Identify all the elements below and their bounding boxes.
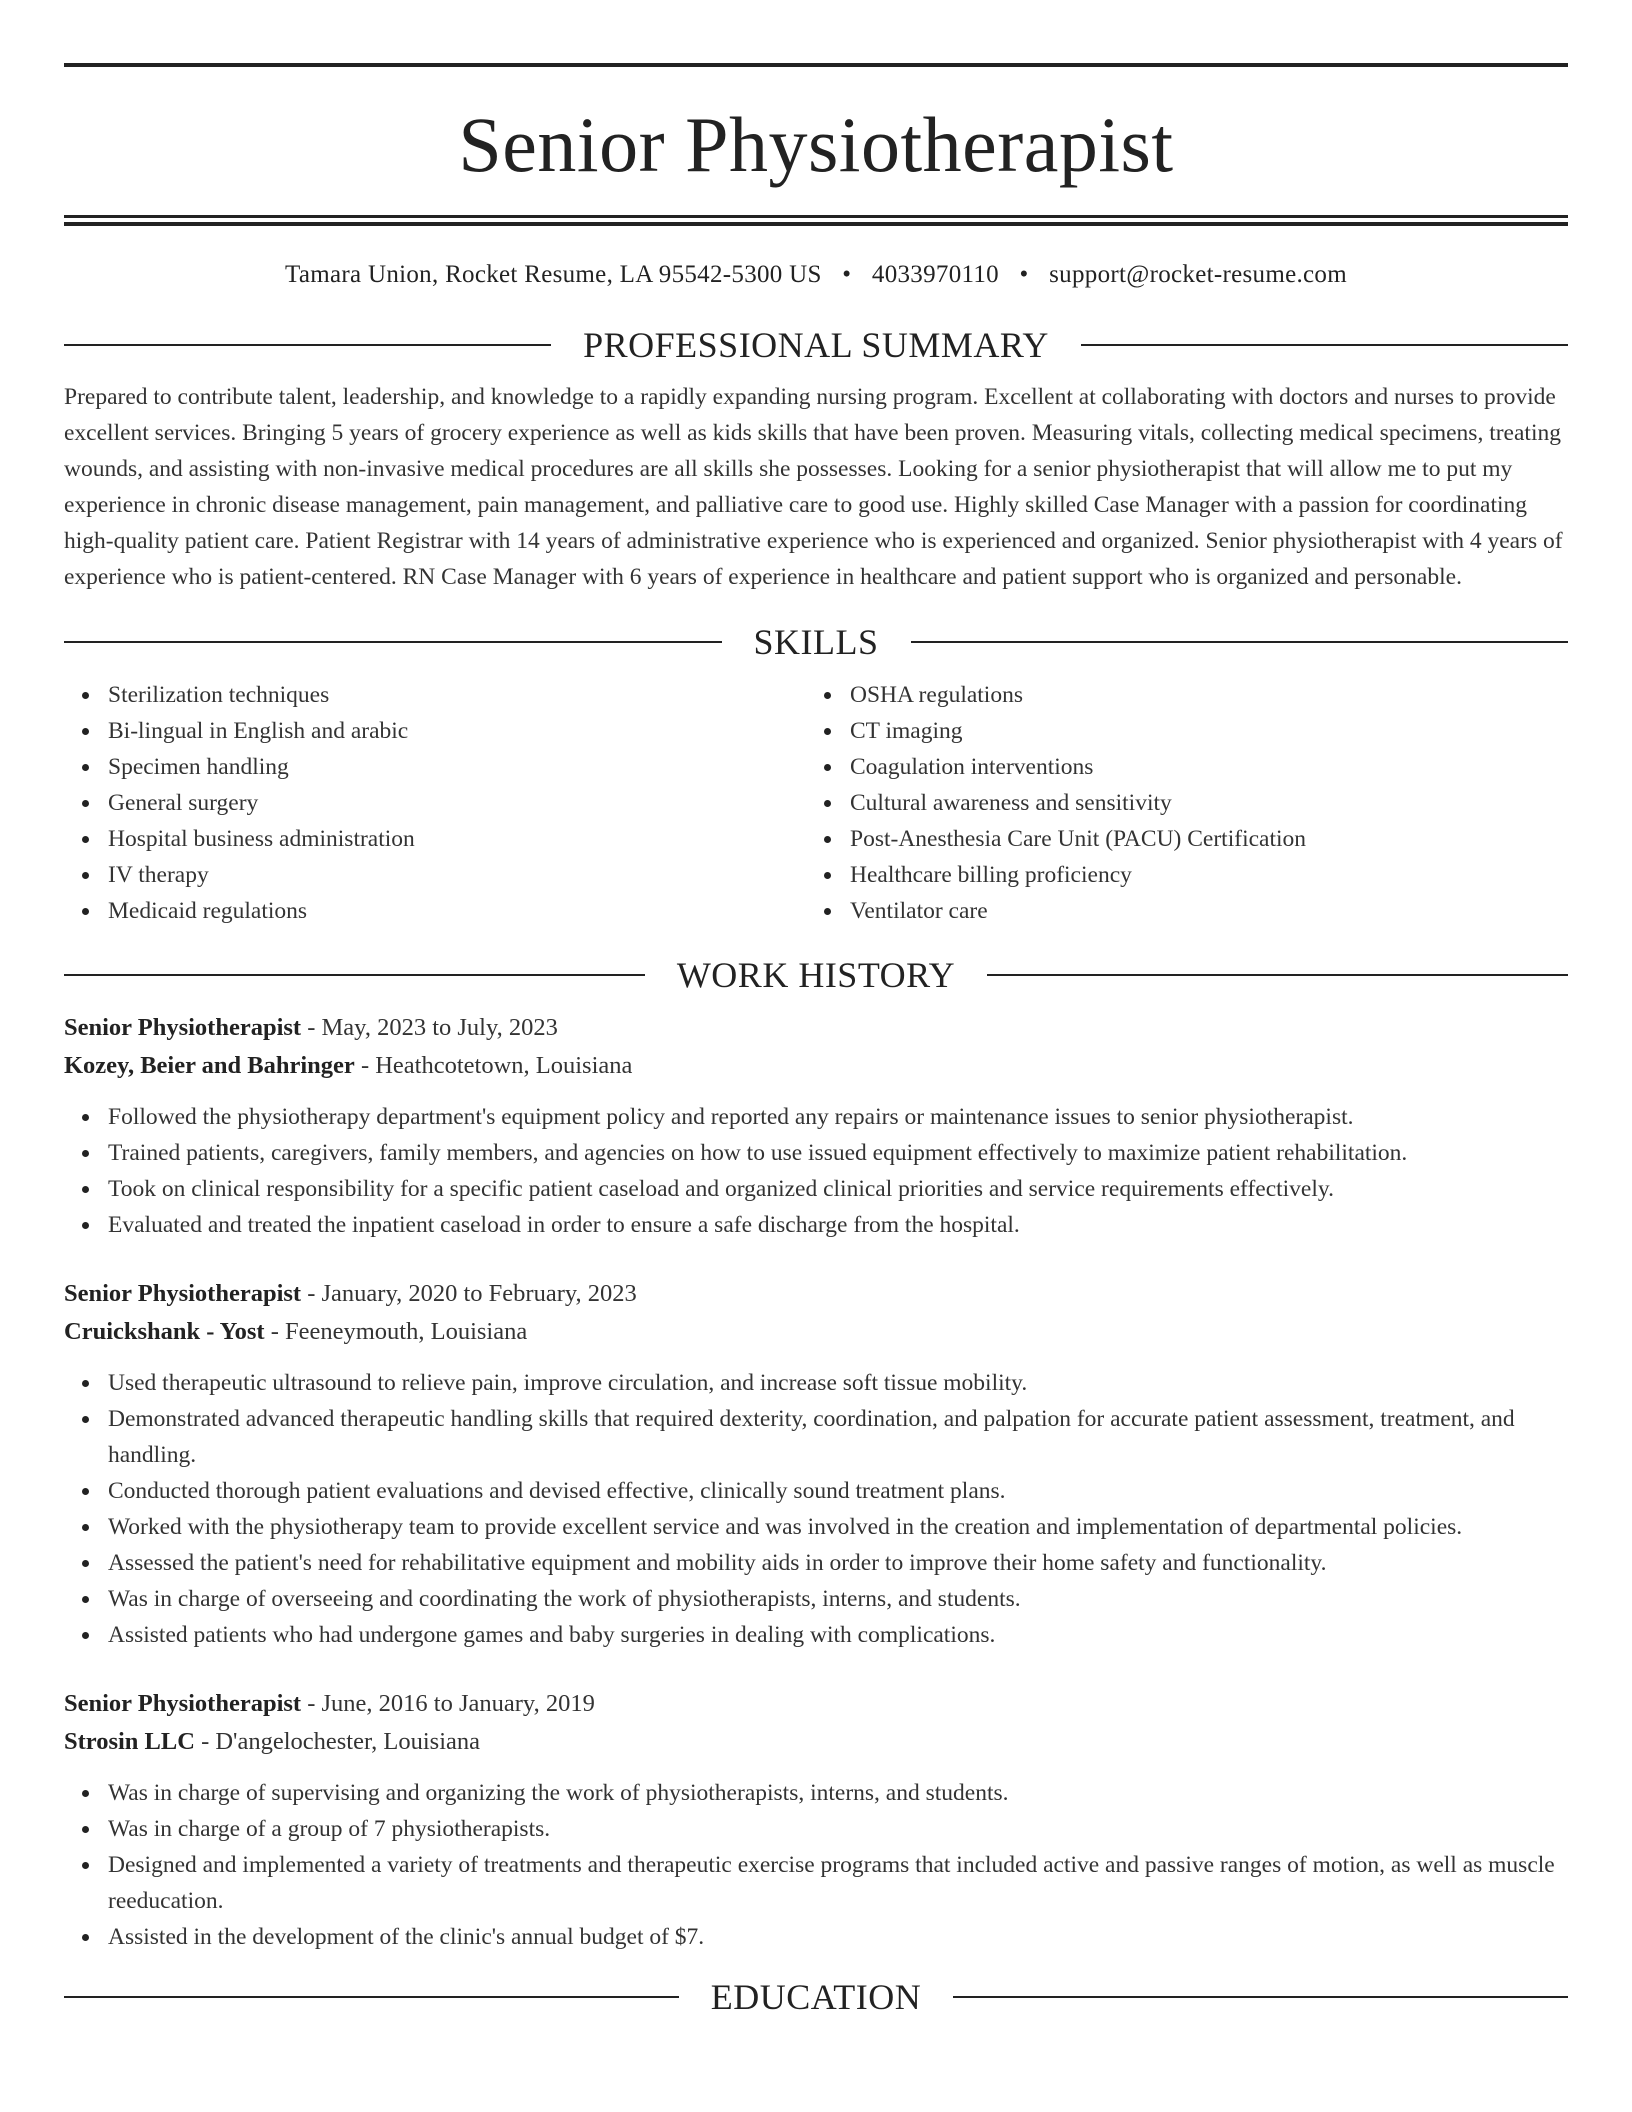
skill-item: Specimen handling: [108, 749, 806, 785]
skill-item: Post-Anesthesia Care Unit (PACU) Certification: [850, 821, 1548, 857]
divider-line: [1081, 344, 1568, 346]
duty-item: Trained patients, caregivers, family members, and agencies on how to use issued equipment effectively to maximize patient rehabilitation.: [108, 1135, 1568, 1171]
divider-line: [64, 974, 645, 976]
resume-page: [64, 0, 1568, 2019]
skill-item: OSHA regulations: [850, 677, 1548, 713]
divider-line: [64, 641, 722, 643]
contact-separator: •: [1019, 261, 1029, 288]
skills-list: [64, 677, 1568, 929]
duty-item: Was in charge of overseeing and coordinating the work of physiotherapists, interns, and students.: [108, 1581, 1568, 1617]
job-company-line: [64, 1047, 1568, 1085]
skill-item: Ventilator care: [850, 893, 1548, 929]
job-company-line: [64, 1723, 1568, 1761]
job-duties: [64, 1099, 1568, 1243]
skills-section-header: [64, 620, 1568, 664]
contact-address: Tamara Union, Rocket Resume, LA 95542-5300 US: [285, 261, 822, 288]
section-heading: PROFESSIONAL SUMMARY: [583, 325, 1049, 365]
job-company: Kozey, Beier and Bahringer: [64, 1052, 355, 1079]
duty-item: Was in charge of a group of 7 physiotherapists.: [108, 1811, 1568, 1847]
work-section-header: [64, 953, 1568, 997]
job-title: Senior Physiotherapist: [64, 1014, 302, 1041]
job-title-line: [64, 1009, 1568, 1047]
job-title-line: [64, 1685, 1568, 1723]
job-title-line: [64, 1275, 1568, 1313]
title-double-rule: [64, 215, 1568, 226]
duty-item: Was in charge of supervising and organizing the work of physiotherapists, interns, and students.: [108, 1775, 1568, 1811]
job-duties: [64, 1365, 1568, 1653]
contact-separator: •: [842, 261, 852, 288]
duty-item: Conducted thorough patient evaluations and devised effective, clinically sound treatment plans.: [108, 1473, 1568, 1509]
job-title: Senior Physiotherapist: [64, 1280, 302, 1307]
job-location: - D'angelochester, Louisiana: [194, 1728, 481, 1755]
job-company-line: [64, 1313, 1568, 1351]
skill-item: Sterilization techniques: [108, 677, 806, 713]
job-dates: - May, 2023 to July, 2023: [301, 1014, 558, 1041]
divider-line: [987, 974, 1568, 976]
skills-left-column: [64, 677, 806, 929]
job-entry: [64, 1685, 1568, 1955]
divider-line: [911, 641, 1569, 643]
duty-item: Took on clinical responsibility for a specific patient caseload and organized clinical priorities and service requirements effectively.: [108, 1171, 1568, 1207]
job-location: - Heathcotetown, Louisiana: [354, 1052, 633, 1079]
duty-item: Demonstrated advanced therapeutic handling skills that required dexterity, coordination, and palpation for accurate patient assessment, treatment, and handling.: [108, 1401, 1568, 1473]
top-rule: [64, 63, 1568, 67]
duty-item: Worked with the physiotherapy team to provide excellent service and was involved in the creation and implementation of departmental policies.: [108, 1509, 1568, 1545]
skill-item: Coagulation interventions: [850, 749, 1548, 785]
skill-item: General surgery: [108, 785, 806, 821]
duty-item: Assisted patients who had undergone games and baby surgeries in dealing with complications.: [108, 1617, 1568, 1653]
skill-item: Bi-lingual in English and arabic: [108, 713, 806, 749]
contact-line: [64, 259, 1568, 291]
skill-item: Medicaid regulations: [108, 893, 806, 929]
contact-phone: 4033970110: [871, 261, 999, 288]
page-title: Senior Physiotherapist: [458, 101, 1174, 188]
contact-email: support@rocket-resume.com: [1049, 261, 1347, 288]
job-entry: [64, 1009, 1568, 1243]
skill-item: Hospital business administration: [108, 821, 806, 857]
section-heading: SKILLS: [753, 622, 879, 662]
education-section-header: [64, 1975, 1568, 2019]
duty-item: Designed and implemented a variety of treatments and therapeutic exercise programs that included active and passive ranges of motion, as well as muscle reeducation.: [108, 1847, 1568, 1919]
job-location: - Feeneymouth, Louisiana: [264, 1318, 528, 1345]
job-company: Cruickshank - Yost: [64, 1318, 265, 1345]
skill-item: Healthcare billing proficiency: [850, 857, 1548, 893]
job-company: Strosin LLC: [64, 1728, 195, 1755]
skill-item: IV therapy: [108, 857, 806, 893]
duty-item: Assisted in the development of the clinic's annual budget of $7.: [108, 1919, 1568, 1955]
job-dates: - June, 2016 to January, 2019: [301, 1690, 595, 1717]
job-dates: - January, 2020 to February, 2023: [301, 1280, 637, 1307]
skill-item: Cultural awareness and sensitivity: [850, 785, 1548, 821]
duty-item: Assessed the patient's need for rehabilitative equipment and mobility aids in order to improve their home safety and functionality.: [108, 1545, 1568, 1581]
duty-item: Followed the physiotherapy department's equipment policy and reported any repairs or maintenance issues to senior physiotherapist.: [108, 1099, 1568, 1135]
divider-line: [64, 1996, 679, 1998]
summary-text: Prepared to contribute talent, leadership, and knowledge to a rapidly expanding nursing program. Excellent at collaborating with doctors and nurses to provide excellent services. Bringing 5 years of grocery experience as well as kids skills that have been proven. Measuring vitals, collecting medical specimens, treating wounds, and assisting with non-invasive medical procedures are all skills she possesses. Looking for a senior physiotherapist that will allow me to put my experience in chronic disease management, pain management, and palliative care to good use. Highly skilled Case Manager with a passion for coordinating high-quality patient care. Patient Registrar with 14 years of administrative experience who is experienced and organized. Senior physiotherapist with 4 years of experience who is patient-centered. RN Case Manager with 6 years of experience in healthcare and patient support who is organized and personable.: [64, 384, 1563, 590]
divider-line: [64, 344, 551, 346]
duty-item: Evaluated and treated the inpatient caseload in order to ensure a safe discharge from the hospital.: [108, 1207, 1568, 1243]
job-title: Senior Physiotherapist: [64, 1690, 302, 1717]
skill-item: CT imaging: [850, 713, 1548, 749]
job-duties: [64, 1775, 1568, 1955]
section-heading: WORK HISTORY: [676, 955, 956, 995]
summary-section-header: [64, 323, 1568, 367]
job-entry: [64, 1275, 1568, 1653]
divider-line: [953, 1996, 1568, 1998]
duty-item: Used therapeutic ultrasound to relieve pain, improve circulation, and increase soft tissue mobility.: [108, 1365, 1568, 1401]
section-heading: EDUCATION: [710, 1977, 922, 2017]
skills-right-column: [806, 677, 1548, 929]
